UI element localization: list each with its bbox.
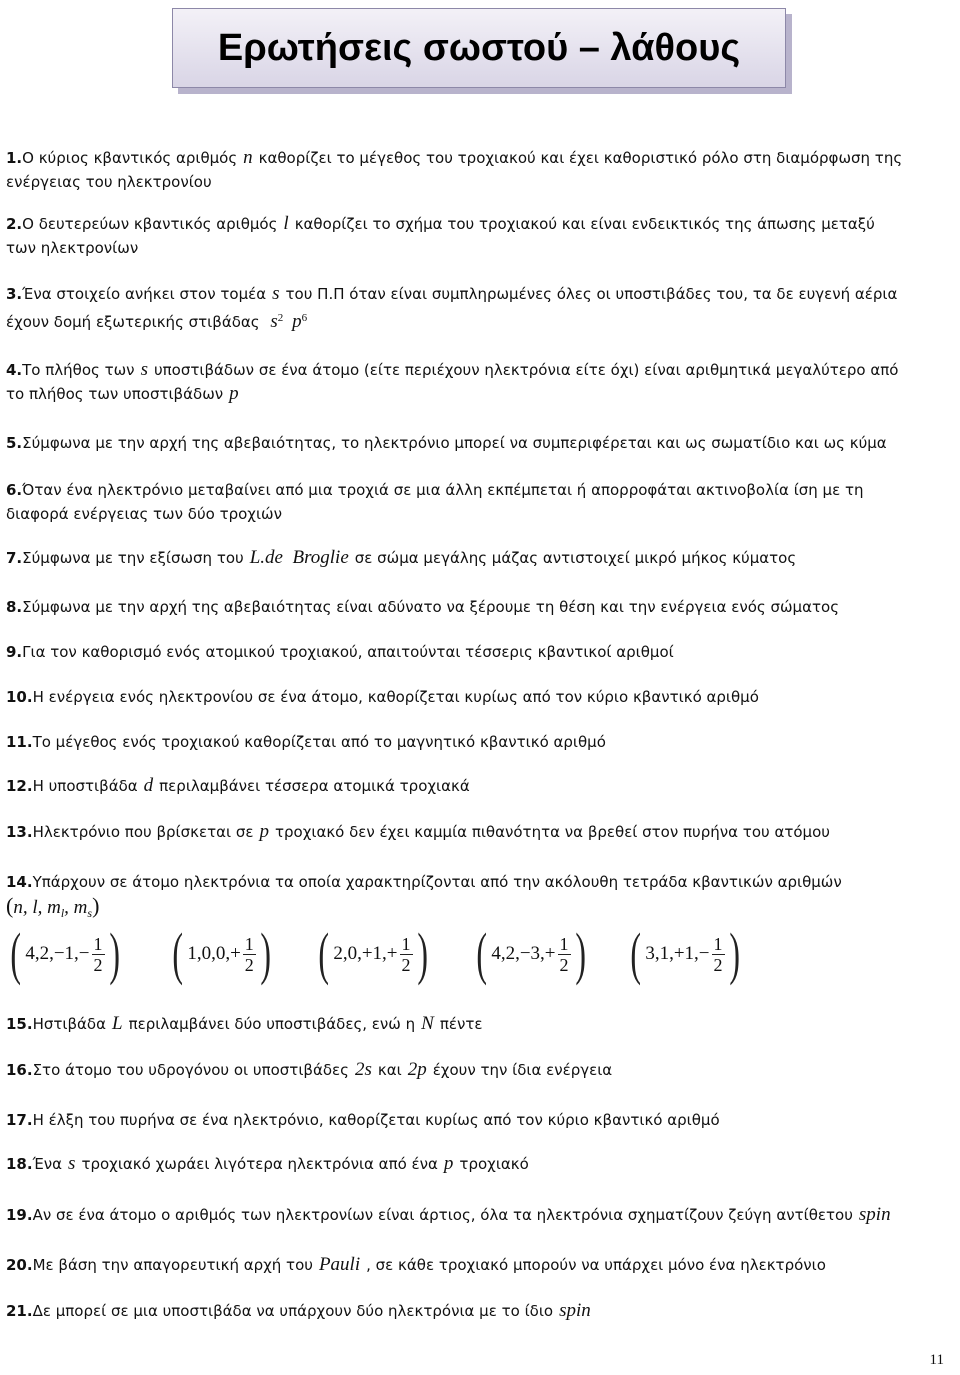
question-number: 6. [6,481,23,499]
question-text: διαφορά ενέργειας των δύο τροχιών [6,505,282,523]
question-text: του Π.Π όταν είναι συμπληρωμένες όλες οι υποστιβάδες του, τα δε ευγενή αέρια [285,285,898,303]
question-text: των ηλεκτρονίων [6,239,139,257]
question-text: τροχιακό [459,1155,529,1173]
numerator: 1 [559,933,569,954]
subscript: s [87,906,93,920]
denominator: 2 [559,954,569,975]
question-text: Ηλεκτρόνιο που βρίσκεται σε [32,823,254,841]
question-text: πέντε [439,1015,483,1033]
quantum-tuple: n, l, m [13,897,61,918]
question-text: τροχιακό χωράει λιγότερα ηλεκτρόνια από ένα [81,1155,438,1173]
fraction [400,934,413,975]
quantum-set [626,921,744,986]
quantum-set [472,921,590,986]
question-text: Το μέγεθος ενός τροχιακού καθορίζεται από το μαγνητικό κβαντικό αριθμό [32,733,606,751]
question-text: Στο άτομο του υδρογόνου οι υποστιβάδες [32,1061,349,1079]
math-symbol: s [68,1153,76,1174]
question-10 [6,685,954,709]
set-values: 2,0,+1,+ [333,943,398,964]
exponent: 2 [277,312,284,324]
math-symbol: p [443,1153,454,1174]
paren: ) [92,893,100,918]
denominator: 2 [401,954,411,975]
question-4 [6,358,954,406]
question-text: έχουν δομή εξωτερικής στιβάδας [6,313,260,331]
quantum-set [314,921,432,986]
quantum-number-sets [6,921,954,986]
question-text: Ένα στοιχείο ανήκει στον τομέα [22,285,267,303]
math-symbol: 2p [407,1059,427,1080]
question-number: 16. [6,1061,33,1079]
numerator: 1 [401,933,411,954]
question-text: Αν σε ένα άτομο ο αριθμός των ηλεκτρονίων είναι άρτιος, όλα τα ηλεκτρόνια σχηματίζουν ζεύγη αντίθετου [32,1206,853,1224]
question-number: 7. [6,549,23,567]
title-box [172,8,786,88]
question-text: ενέργειας του ηλεκτρονίου [6,173,212,191]
fraction [243,934,256,975]
question-11 [6,730,954,754]
left-paren: ( [476,921,487,986]
question-17 [6,1108,954,1132]
exponent: 6 [301,312,308,324]
page-title: Ερωτήσεις σωστού – λάθους [217,26,741,69]
question-text: Η έλξη του πυρήνα σε ένα ηλεκτρόνιο, καθορίζεται κυρίως από τον κύριο κβαντικό αριθμό [32,1111,720,1129]
set-values: 3,1,+1,− [645,943,710,964]
quantum-tuple: , m [64,897,88,918]
question-text: Ο δευτερεύων κβαντικός αριθμός [22,215,278,233]
question-number: 18. [6,1155,33,1173]
question-text: Ηστιβάδα [32,1015,106,1033]
set-values: 1,0,0,+ [187,943,241,964]
question-2 [6,212,954,260]
question-number: 10. [6,688,33,706]
math-symbol: s [272,283,280,304]
question-number: 13. [6,823,33,841]
question-text: Σύμφωνα με την αρχή της αβεβαιότητας είναι αδύνατο να ξέρουμε τη θέση και την ενέργεια ενός σώματος [22,598,839,616]
set-values: 4,2,−1,− [25,943,90,964]
math-symbol: spin [559,1300,591,1321]
question-15 [6,1012,954,1036]
question-number: 21. [6,1302,33,1320]
question-16 [6,1058,954,1082]
question-14 [6,870,954,925]
question-text: το πλήθος των υποστιβάδων [6,385,224,403]
question-number: 3. [6,285,23,303]
math-symbol: p [229,383,239,404]
question-number: 8. [6,598,23,616]
question-text: περιλαμβάνει δύο υποστιβάδες, ενώ η [128,1015,416,1033]
question-7 [6,546,954,570]
question-text: περιλαμβάνει τέσσερα ατομικά τροχιακά [159,777,470,795]
question-1 [6,146,954,194]
math-symbol: p [259,821,269,842]
question-13 [6,820,954,844]
left-paren: ( [318,921,329,986]
math-symbol: s [270,311,278,332]
math-symbol: 2s [354,1059,372,1080]
question-12 [6,774,954,798]
math-symbol: s [140,359,148,380]
question-text: σε σώμα μεγάλης μάζας αντιστοιχεί μικρό μήκος κύματος [354,549,797,567]
fraction [558,934,571,975]
paren: ( [6,893,14,918]
math-symbol: spin [858,1204,891,1225]
denominator: 2 [93,954,103,975]
denominator: 2 [713,954,723,975]
question-text: και [377,1061,402,1079]
question-text: καθορίζει το μέγεθος του τροχιακού και έχει καθοριστικό ρόλο στη διαμόρφωση της [258,149,903,167]
math-symbol: p [292,311,302,332]
math-symbol: L.de Broglie [249,547,349,568]
question-number: 12. [6,777,33,795]
left-paren: ( [630,921,641,986]
question-text: καθορίζει το σχήμα του τροχιακού και είναι ενδεικτικός της άπωσης μεταξύ [294,215,875,233]
page-number: 11 [929,1352,944,1368]
right-paren: ) [260,921,271,986]
question-9 [6,640,954,664]
question-number: 20. [6,1256,33,1274]
quantum-set [168,921,275,986]
question-21 [6,1299,954,1323]
question-3 [6,282,954,334]
math-symbol: N [421,1013,434,1034]
math-symbol: n [243,147,253,168]
math-symbol: Pauli [318,1254,361,1275]
left-paren: ( [10,921,21,986]
question-19 [6,1203,954,1227]
question-5 [6,431,954,455]
question-8 [6,595,954,619]
numerator: 1 [244,933,254,954]
question-text: Δε μπορεί σε μια υποστιβάδα να υπάρχουν δύο ηλεκτρόνια με το ίδιο [32,1302,554,1320]
math-symbol: l [283,213,289,234]
question-number: 4. [6,361,23,379]
question-20 [6,1253,954,1277]
question-text: υποστιβάδων σε ένα άτομο (είτε περιέχουν ηλεκτρόνια είτε όχι) είναι αριθμητικά μεγαλύτερο από [153,361,899,379]
question-text: Ένα [32,1155,63,1173]
question-text: , σε κάθε τροχιακό μπορούν να υπάρχει μόνο ένα ηλεκτρόνιο [366,1256,826,1274]
question-number: 19. [6,1206,33,1224]
denominator: 2 [244,954,254,975]
question-text: Με βάση την απαγορευτική αρχή του [32,1256,313,1274]
math-symbol: L [112,1013,123,1034]
question-text: Όταν ένα ηλεκτρόνιο μεταβαίνει από μια τροχιά σε μια άλλη εκπέμπεται ή απορροφάται ακτινοβολία ίση με τη [22,481,864,499]
question-text: έχουν την ίδια ενέργεια [432,1061,613,1079]
question-number: 11. [6,733,33,751]
right-paren: ) [728,921,740,986]
quantum-set [6,921,124,986]
question-text: Η υποστιβάδα [32,777,138,795]
question-text: Για τον καθορισμό ενός ατομικού τροχιακού, απαιτούνται τέσσερις κβαντικοί αριθμοί [22,643,674,661]
question-number: 2. [6,215,23,233]
question-text: Το πλήθος των [22,361,135,379]
question-number: 14. [6,873,33,891]
question-number: 9. [6,643,23,661]
question-text: Σύμφωνα με την αρχή της αβεβαιότητας, το ηλεκτρόνιο μπορεί να συμπεριφέρεται και ως σωματίδιο και ως κύμα [22,434,887,452]
question-text: Η ενέργεια ενός ηλεκτρονίου σε ένα άτομο, καθορίζεται κυρίως από τον κύριο κβαντικό αριθμό [32,688,759,706]
right-paren: ) [416,921,428,986]
right-paren: ) [108,921,120,986]
question-18 [6,1152,954,1176]
question-number: 15. [6,1015,33,1033]
question-number: 5. [6,434,23,452]
subscript: l [60,906,65,920]
left-paren: ( [172,921,183,986]
right-paren: ) [574,921,586,986]
fraction [712,934,725,975]
question-text: Υπάρχουν σε άτομο ηλεκτρόνια τα οποία χαρακτηρίζονται από την ακόλουθη τετράδα κβαντικών αριθμών [32,873,842,891]
question-text: τροχιακό δεν έχει καμμία πιθανότητα να βρεθεί στον πυρήνα του ατόμου [274,823,830,841]
question-text: Σύμφωνα με την εξίσωση του [22,549,244,567]
fraction [92,934,105,975]
question-6 [6,478,954,526]
numerator: 1 [713,933,723,954]
question-text: Ο κύριος κβαντικός αριθμός [22,149,238,167]
numerator: 1 [93,933,103,954]
math-symbol: d [143,775,154,796]
set-values: 4,2,−3,+ [491,943,556,964]
question-number: 17. [6,1111,33,1129]
question-number: 1. [6,149,23,167]
